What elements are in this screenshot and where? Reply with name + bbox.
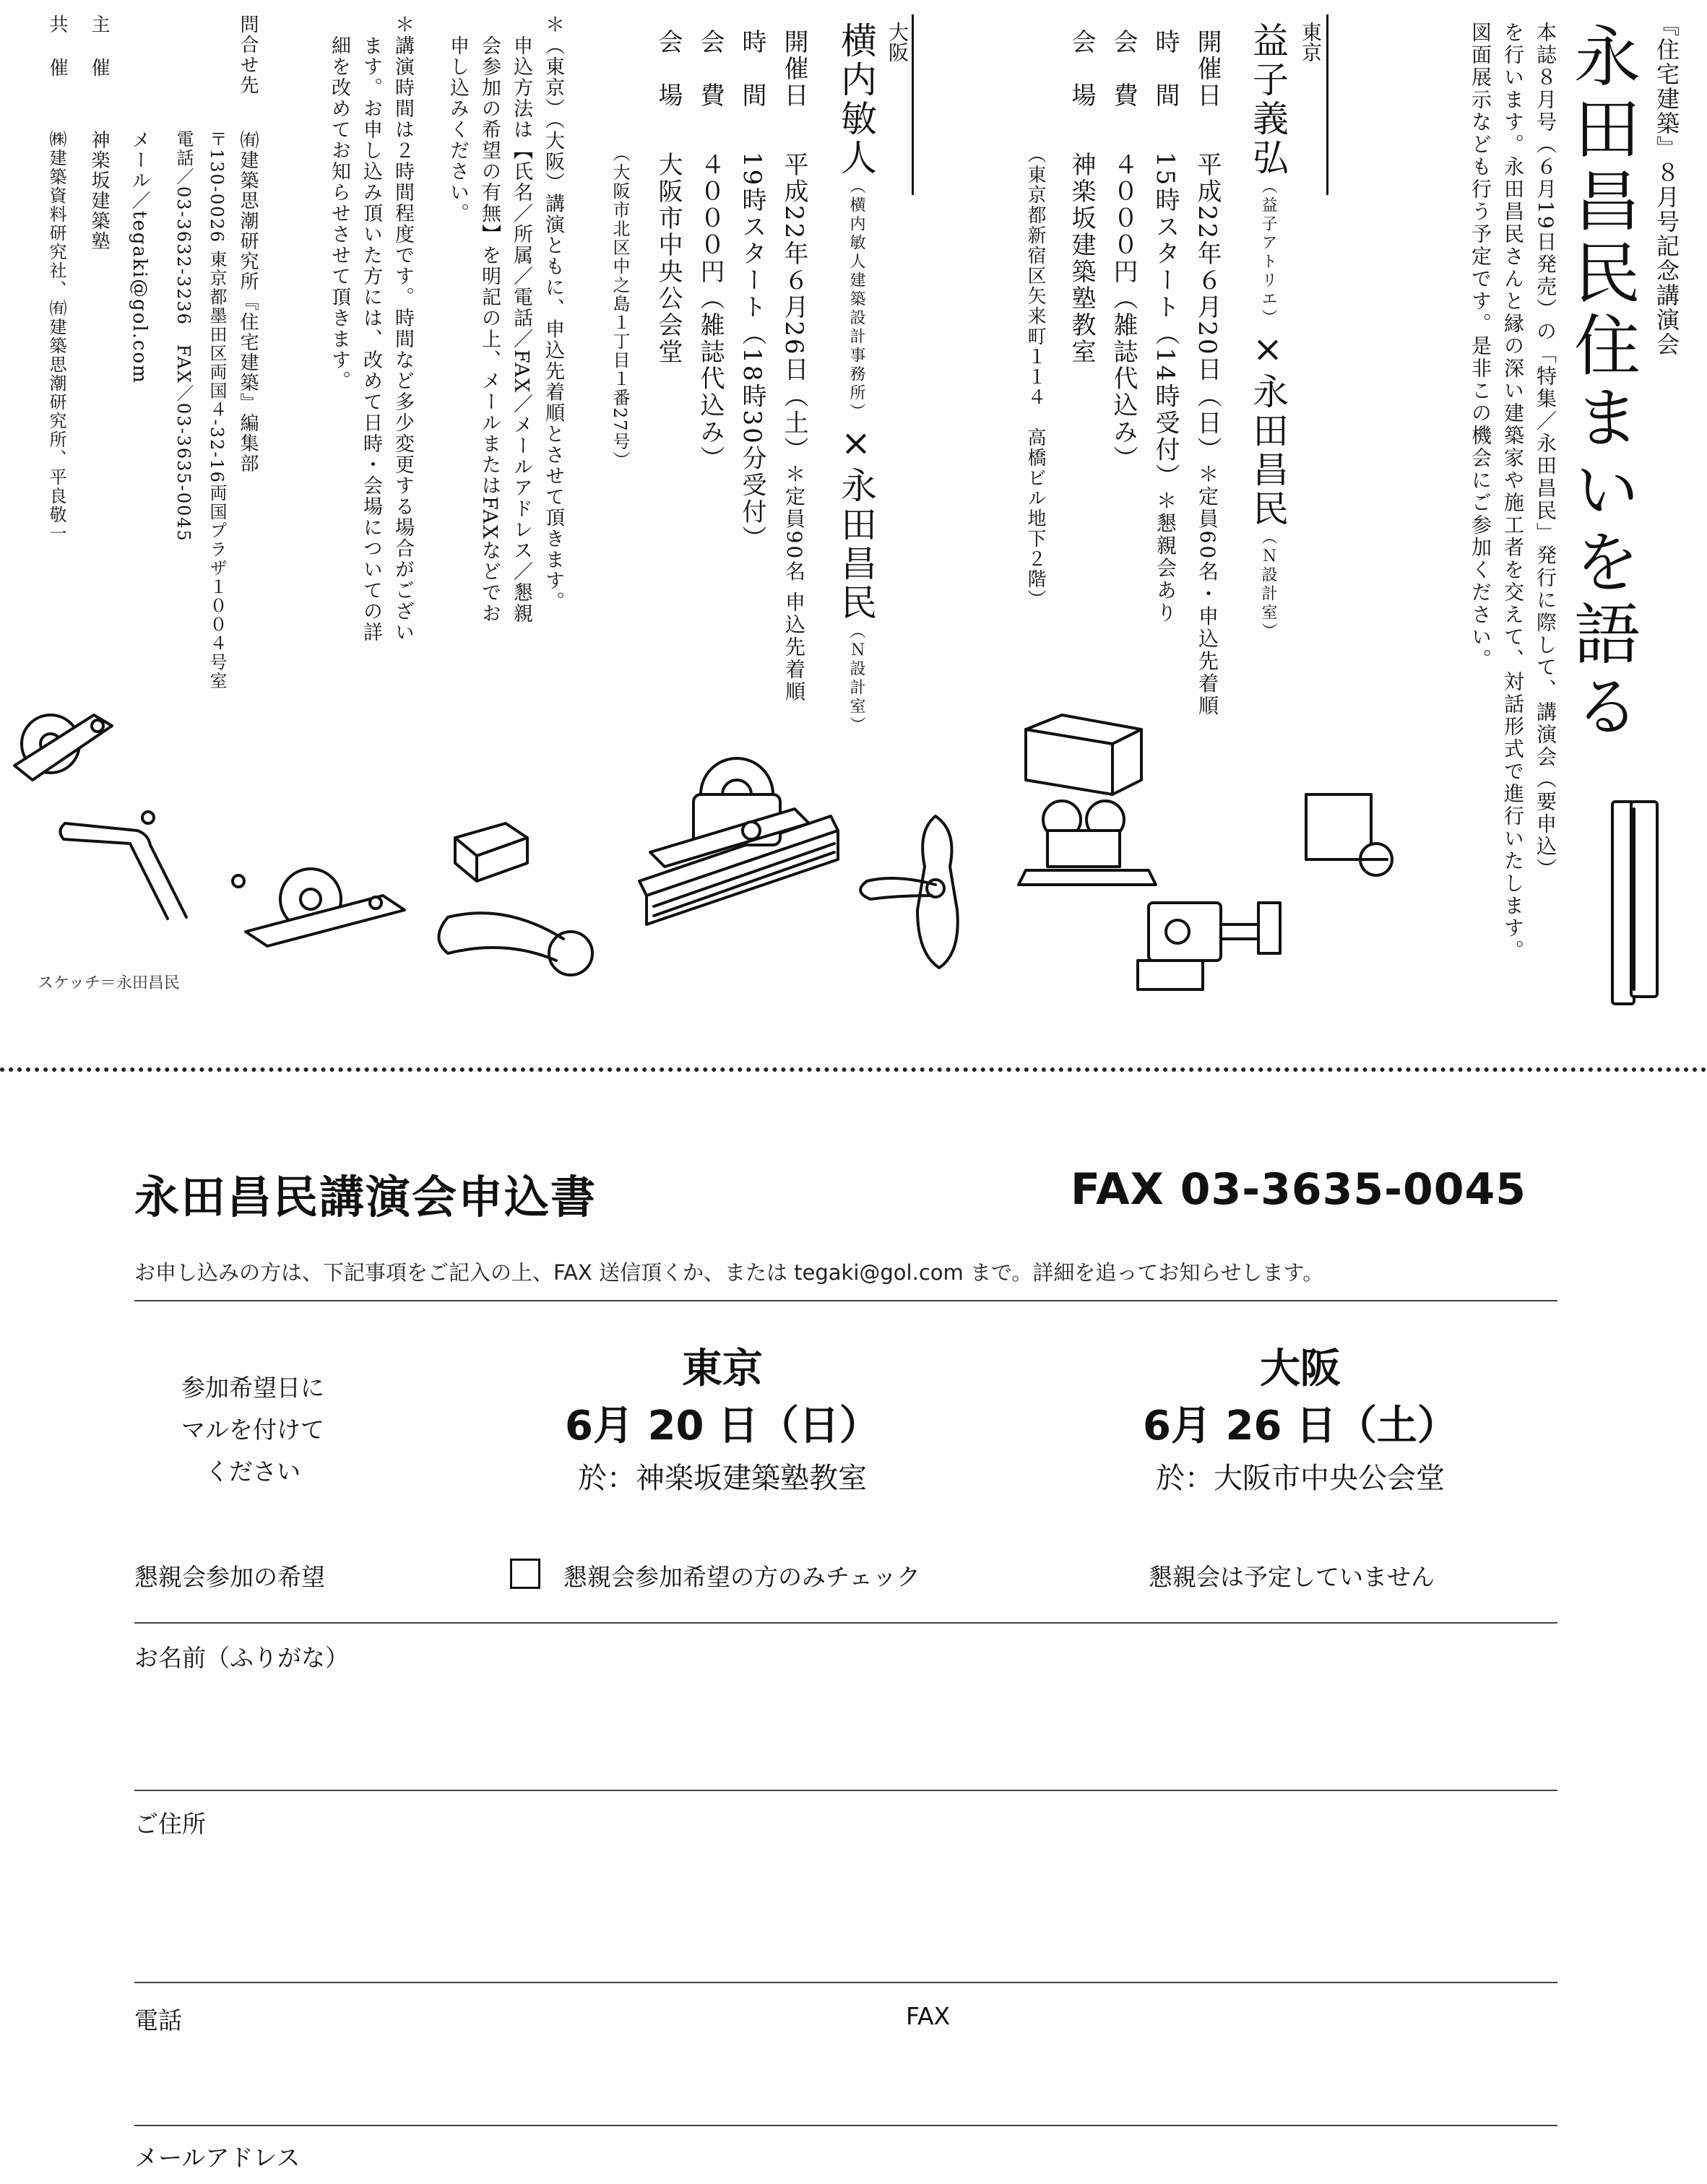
party-checkbox[interactable] [510,1559,540,1589]
date-prompt-line: ください [205,1457,301,1486]
tokyo-row-note: ＊定員60名・申込先着順 [1196,463,1219,718]
osaka-speaker-affil: （横内敏人建築設計事務所） [847,178,865,422]
form-rule-top [134,1300,1557,1301]
tokyo-row-label: 時 間 [1151,29,1180,109]
lever-handle-sketch [860,816,958,968]
address-label: ご住所 [134,1810,206,1838]
osaka-row-value: 19時スタート（18時30分受付） [738,152,766,552]
contact-label: 問合せ先 [237,14,259,95]
round-lever-sketch [439,913,593,975]
note-line-5: ＊講演時間は２時間程度です。時間など多少変更する場合がござい [392,14,414,643]
form-title: 永田昌民講演会申込書 [134,1171,597,1223]
phone-label: 電話 [134,2006,182,2034]
osaka-cross: × [835,422,877,467]
roller-box-sketch [1306,794,1392,875]
osaka-row-value: 大阪市中央公会堂 [654,152,683,365]
osaka-address: （大阪市北区中之島１丁目１番27号） [610,144,630,470]
contact-mail: メール／tegaki@gol.com [129,130,150,384]
fax-field[interactable] [906,2037,1556,2116]
tokyo-date: 6月 20 日（日） [565,1403,880,1450]
tokyo-speaker: 益子義弘 [1247,22,1289,178]
address-field[interactable] [134,1842,1557,1972]
tokyo-row-value: 15時スタート（14時受付） [1151,152,1180,490]
intro-line-1: 本誌８月号（６月19日発売）の「特集／永田昌民」発行に際して、講演会（要申込） [1534,22,1557,880]
osaka-row-label: 会 場 [654,29,683,109]
door-pull-sketch [1612,802,1657,1004]
party-osaka-note: 懇親会は予定していません [1149,1563,1435,1591]
osaka-speaker: 横内敏人 [835,22,877,178]
intro-line-3: 図面展示なども行う予定です。是非この機会にご参加ください。 [1469,22,1492,671]
party-label: 懇親会参加の希望 [134,1563,325,1591]
form-instruction: お申し込みの方は、下記事項をご記入の上、FAX 送信頂くか、または tegaki@gol.com まで。詳細を追ってお知らせします。 [134,1260,1324,1285]
party-check-label: 懇親会参加希望の方のみチェック [563,1563,921,1591]
note-line-6: ます。お申し込み頂いた方には、改めて日時・会場についての詳 [360,14,382,643]
tokyo-row-value: 平成22年６月20日（日） [1193,152,1222,464]
tokyo-venue: 於：神楽坂建築塾教室 [578,1462,867,1495]
contact-address: 〒130-0026 東京都墨田区両国４-32-16両国プラザ１００４号室 [207,130,227,690]
form-rule-phone [134,2125,1557,2126]
name-label: お名前（ふりがな） [134,1644,349,1672]
osaka-date: 6月 26 日（土） [1143,1403,1458,1450]
note-line-7: 細を改めてお知らせさせて頂きます。 [328,14,350,391]
rail-piece-sketch [455,823,527,881]
tokyo-row-label: 会 場 [1067,29,1096,109]
u-pull-sketch [60,812,244,919]
intro-line-2: を行います。永田昌民さんと縁の深い建築家や施工者を交えて、対話形式で進行いたします。 [1501,22,1525,962]
organizer-value: 神楽坂建築塾 [88,130,110,251]
tokyo-city: 東京 [682,1346,763,1392]
tokyo-row-value: ４０００円（雑誌代込み） [1109,152,1138,472]
date-option-tokyo[interactable] [506,1343,939,1499]
email-label: メールアドレス [134,2144,301,2172]
osaka-row-label: 時 間 [738,29,766,109]
tokyo-cross: × [1247,328,1289,373]
tokyo-guest-affil: （Ｎ設計室） [1259,529,1277,641]
contact-phone: 電話／03-3632-3236 FAX／03-3635-0045 [173,130,194,542]
form-rule-address [134,1982,1557,1983]
fax-label: FAX [906,2002,951,2030]
tokyo-row-label: 会 費 [1109,29,1138,109]
contact-org: ㈲建築思潮研究所『住宅建築』編集部 [237,130,259,474]
email-field[interactable] [347,2139,1557,2175]
osaka-city: 大阪 [1260,1346,1341,1392]
osaka-venue: 於：大阪市中央公会堂 [1156,1462,1445,1495]
osaka-label: 大阪 [886,22,909,62]
phone-field[interactable] [134,2037,886,2116]
tokyo-label: 東京 [1299,22,1323,62]
tokyo-speaker-affil: （益子アトリエ） [1259,178,1277,328]
note-line-1: ＊（東京）（大阪）講演ともに、申込先着順とさせて頂きます。 [542,14,564,612]
note-line-4: 申し込みください。 [446,14,469,224]
series-label: 『住宅建築』８月号記念講演会 [1653,13,1680,357]
osaka-row-value: 平成22年６月26日（土） [779,152,808,464]
main-title: 永田昌民住まいを語る [1563,22,1641,744]
date-prompt [159,1367,347,1493]
tokyo-row-value: 神楽坂建築塾教室 [1067,152,1096,365]
note-line-3: 会参加の希望の有無】を明記の上、メールまたはFAXなどでお [478,14,501,625]
cut-line [0,1067,1707,1072]
tokyo-row-note: ＊懇親会あり [1154,490,1177,625]
date-prompt-line: マルを付けて [181,1416,324,1444]
tokyo-guest: 永田昌民 [1247,373,1289,529]
organizer-label: 主 催 [88,14,110,79]
sketch-credit: スケッチ＝永田昌民 [38,974,180,992]
osaka-row-label: 会 費 [696,29,725,109]
rail-trolley-sketch [1019,715,1156,885]
osaka-row-label: 開催日 [779,29,808,109]
tokyo-row-label: 開催日 [1193,29,1222,109]
date-prompt-line: 参加希望日に [181,1374,324,1402]
form-fax: FAX 03-3635-0045 [1071,1164,1526,1215]
roller-hanger-sketch [14,715,112,780]
note-line-2: 申込方法は【氏名／所属／電話／FAX／メールアドレス／懇親 [510,14,532,625]
osaka-row-note: ＊定員90名 申込先着順 [782,463,806,704]
hardware-sketches [0,0,1707,1040]
osaka-row-value: ４０００円（雑誌代込み） [696,152,725,472]
form-rule-party [134,1622,1557,1624]
form-rule-name [134,1790,1557,1791]
wheel-bracket-sketch [246,869,405,946]
cosponsor-value: ㈱建築資料研究社、㈲建築思潮研究所、平良敬一 [46,130,66,543]
date-option-osaka[interactable] [1084,1343,1517,1499]
osaka-guest: 永田昌民 [835,467,877,623]
osaka-guest-affil: （Ｎ設計室） [847,623,865,735]
tokyo-address: （東京都新宿区矢来町１１４ 高橋ビル地下２階） [1024,144,1046,610]
cosponsor-label: 共 催 [46,14,68,79]
name-field[interactable] [134,1676,1557,1784]
latch-sketch [1138,903,1280,989]
